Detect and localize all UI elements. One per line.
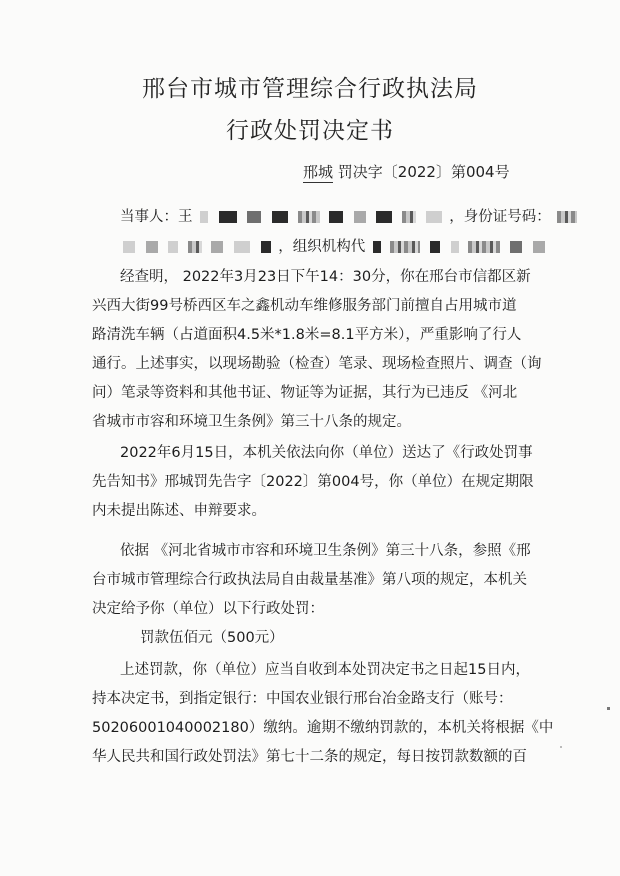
redaction <box>468 241 500 253</box>
body-line: 内未提出陈述、申辩要求。 <box>92 503 266 519</box>
redaction <box>211 241 223 253</box>
redaction <box>510 241 522 253</box>
party-line-2 <box>120 235 548 256</box>
redaction <box>188 241 202 253</box>
party-line-1 <box>120 205 579 226</box>
redaction <box>247 211 261 223</box>
body-line: 华人民共和国行政处罚法》第七十二条的规定，每日按罚款数额的百 <box>92 749 527 765</box>
agency-title: 邢台市城市管理综合行政执法局 <box>142 76 478 102</box>
body-line: 通行。上述事实，以现场勘验（检查）笔录、现场检查照片、调查（询 <box>92 356 542 372</box>
redaction <box>200 211 208 223</box>
redaction <box>329 211 343 223</box>
body-line: 问）笔录等资料和其他书证、物证等为证据，其行为已违反 《河北 <box>92 385 518 401</box>
redaction <box>390 241 420 253</box>
redaction <box>234 241 250 253</box>
party-prefix: 当事人：王 <box>120 209 193 225</box>
redaction <box>533 241 545 253</box>
document-number <box>303 161 510 182</box>
body-line: 兴西大街99号桥西区车之鑫机动车维修服务部门前擅自占用城市道 <box>92 298 517 314</box>
redaction <box>373 241 381 253</box>
org-code-label: ，组织机构代 <box>278 239 366 255</box>
body-line: 省城市市容和环境卫生条例》第三十八条的规定。 <box>92 414 411 430</box>
redaction <box>426 211 442 223</box>
redaction <box>261 241 271 253</box>
redaction <box>219 211 237 223</box>
redaction <box>298 211 320 223</box>
body-line: 决定给予你（单位）以下行政处罚： <box>92 601 324 617</box>
body-line: 台市城市管理综合行政执法局自由裁量基准》第八项的规定，本机关 <box>92 572 527 588</box>
redaction <box>557 211 577 223</box>
body-line: 持本决定书，到指定银行：中国农业银行邢台冶金路支行（账号： <box>92 691 513 707</box>
doc-prefix: 邢城 <box>303 163 334 181</box>
body-line: 经查明， 2022年3月23日下午14：30分，你在邢台市信都区新 <box>120 269 531 285</box>
body-line: 路清洗车辆（占道面积4.5米*1.8米=8.1平方米），严重影响了行人 <box>92 327 522 343</box>
redaction <box>272 211 288 223</box>
scan-speck <box>560 746 562 748</box>
redaction <box>430 241 440 253</box>
body-line: 50206001040002180）缴纳。逾期不缴纳罚款的，本机关将根据《中 <box>92 720 554 736</box>
doc-number-text: 罚决字〔2022〕第004号 <box>337 163 510 181</box>
body-line: 依据 《河北省城市市容和环境卫生条例》第三十八条，参照《邢 <box>120 543 531 559</box>
body-line: 先告知书》邢城罚先告字〔2022〕第004号，你（单位）在规定期限 <box>92 474 534 490</box>
redaction <box>402 211 416 223</box>
party-id-label: ，身份证号码： <box>449 209 551 225</box>
redaction <box>451 241 459 253</box>
scan-speck <box>607 707 610 710</box>
document-title: 行政处罚决定书 <box>226 118 394 144</box>
redaction <box>168 241 178 253</box>
body-line: 2022年6月15日，本机关依法向你（单位）送达了《行政处罚事 <box>120 445 533 461</box>
penalty-line: 罚款伍佰元（500元） <box>140 630 284 646</box>
body-line: 上述罚款，你（单位）应当自收到本处罚决定书之日起15日内， <box>120 662 530 678</box>
redaction <box>146 241 158 253</box>
redaction <box>123 241 135 253</box>
redaction <box>354 211 366 223</box>
redaction <box>376 211 392 223</box>
